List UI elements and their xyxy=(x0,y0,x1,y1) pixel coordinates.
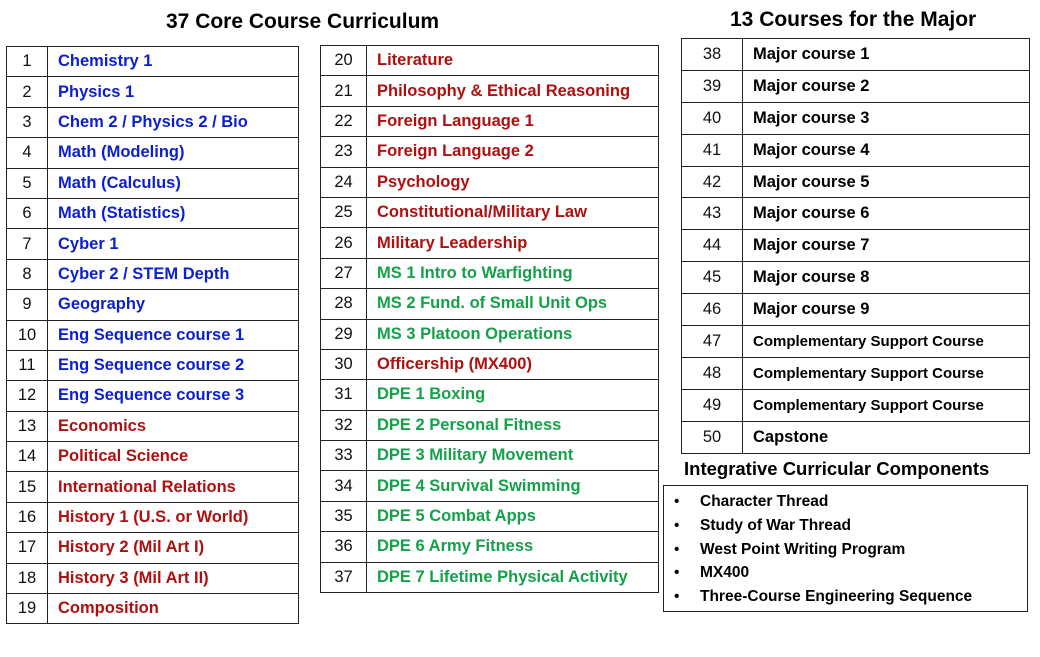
integrative-component-label: MX400 xyxy=(700,564,750,582)
course-row xyxy=(7,563,299,593)
course-number: 43 xyxy=(682,198,743,230)
course-number: 36 xyxy=(321,532,367,562)
course-name: Cyber 2 / STEM Depth xyxy=(48,259,299,289)
course-number: 42 xyxy=(682,166,743,198)
integrative-components-title: Integrative Curricular Components xyxy=(684,458,990,479)
course-number: 49 xyxy=(682,389,743,421)
course-row xyxy=(7,350,299,380)
course-row xyxy=(321,106,659,136)
course-number: 21 xyxy=(321,76,367,106)
course-row xyxy=(7,502,299,532)
course-name: Political Science xyxy=(48,442,299,472)
course-name: Composition xyxy=(48,594,299,624)
course-name: Chemistry 1 xyxy=(48,47,299,77)
course-number: 9 xyxy=(7,290,48,320)
course-number: 48 xyxy=(682,357,743,389)
course-number: 19 xyxy=(7,594,48,624)
course-row xyxy=(321,258,659,288)
course-number: 15 xyxy=(7,472,48,502)
course-row xyxy=(7,168,299,198)
course-name: Constitutional/Military Law xyxy=(367,197,659,227)
course-number: 38 xyxy=(682,39,743,71)
course-row xyxy=(321,289,659,319)
core-table-right xyxy=(320,45,659,593)
bullet-icon: • xyxy=(674,564,680,582)
course-row xyxy=(682,230,1030,262)
course-name: Major course 6 xyxy=(743,198,1030,230)
course-row xyxy=(682,294,1030,326)
course-number: 26 xyxy=(321,228,367,258)
integrative-component-item xyxy=(664,538,1027,562)
course-name: DPE 5 Combat Apps xyxy=(367,501,659,531)
course-name: Geography xyxy=(48,290,299,320)
integrative-component-item xyxy=(664,490,1027,514)
course-row xyxy=(7,381,299,411)
course-row xyxy=(7,259,299,289)
course-row xyxy=(682,198,1030,230)
course-row xyxy=(7,107,299,137)
integrative-components-box xyxy=(663,485,1028,612)
course-name: Complementary Support Course xyxy=(743,357,1030,389)
course-number: 2 xyxy=(7,77,48,107)
course-row xyxy=(7,138,299,168)
course-name: Eng Sequence course 3 xyxy=(48,381,299,411)
integrative-components-list xyxy=(664,490,1027,609)
course-row xyxy=(682,102,1030,134)
course-number: 40 xyxy=(682,102,743,134)
course-number: 25 xyxy=(321,197,367,227)
course-name: DPE 4 Survival Swimming xyxy=(367,471,659,501)
course-number: 50 xyxy=(682,421,743,453)
course-name: Complementary Support Course xyxy=(743,326,1030,358)
core-table-left xyxy=(6,46,299,624)
course-row xyxy=(321,562,659,592)
course-number: 33 xyxy=(321,441,367,471)
course-number: 44 xyxy=(682,230,743,262)
course-number: 17 xyxy=(7,533,48,563)
course-number: 31 xyxy=(321,380,367,410)
course-row xyxy=(682,166,1030,198)
course-number: 37 xyxy=(321,562,367,592)
course-row xyxy=(682,421,1030,453)
major-table xyxy=(681,38,1030,454)
course-name: Math (Statistics) xyxy=(48,198,299,228)
course-number: 29 xyxy=(321,319,367,349)
course-name: Philosophy & Ethical Reasoning xyxy=(367,76,659,106)
course-row xyxy=(7,77,299,107)
bullet-icon: • xyxy=(674,493,680,510)
major-courses-title: 13 Courses for the Major xyxy=(730,8,977,31)
course-number: 4 xyxy=(7,138,48,168)
course-name: Chem 2 / Physics 2 / Bio xyxy=(48,107,299,137)
course-number: 23 xyxy=(321,137,367,167)
course-row xyxy=(682,389,1030,421)
course-name: DPE 6 Army Fitness xyxy=(367,532,659,562)
course-name: Military Leadership xyxy=(367,228,659,258)
course-name: Foreign Language 2 xyxy=(367,137,659,167)
course-name: Cyber 1 xyxy=(48,229,299,259)
course-name: History 3 (Mil Art II) xyxy=(48,563,299,593)
course-row xyxy=(682,262,1030,294)
course-number: 35 xyxy=(321,501,367,531)
course-number: 22 xyxy=(321,106,367,136)
course-name: DPE 2 Personal Fitness xyxy=(367,410,659,440)
course-name: MS 2 Fund. of Small Unit Ops xyxy=(367,289,659,319)
integrative-component-item xyxy=(664,561,1027,585)
course-number: 27 xyxy=(321,258,367,288)
course-name: Major course 7 xyxy=(743,230,1030,262)
course-number: 6 xyxy=(7,198,48,228)
course-row xyxy=(321,349,659,379)
course-row xyxy=(321,471,659,501)
course-name: Officership (MX400) xyxy=(367,349,659,379)
course-number: 39 xyxy=(682,70,743,102)
core-curriculum-title: 37 Core Course Curriculum xyxy=(166,10,440,33)
course-name: Eng Sequence course 1 xyxy=(48,320,299,350)
course-row xyxy=(321,76,659,106)
course-name: Physics 1 xyxy=(48,77,299,107)
integrative-component-label: Three-Course Engineering Sequence xyxy=(700,588,973,606)
course-name: Major course 4 xyxy=(743,134,1030,166)
course-number: 47 xyxy=(682,326,743,358)
course-number: 16 xyxy=(7,502,48,532)
integrative-component-label: Character Thread xyxy=(700,493,829,510)
course-row xyxy=(7,290,299,320)
course-name: Major course 5 xyxy=(743,166,1030,198)
course-row xyxy=(321,228,659,258)
course-row xyxy=(7,533,299,563)
course-name: Major course 9 xyxy=(743,294,1030,326)
course-name: Eng Sequence course 2 xyxy=(48,350,299,380)
course-row xyxy=(321,380,659,410)
course-row xyxy=(321,46,659,76)
course-row xyxy=(7,411,299,441)
course-number: 46 xyxy=(682,294,743,326)
course-row xyxy=(321,197,659,227)
course-number: 12 xyxy=(7,381,48,411)
course-row xyxy=(682,70,1030,102)
course-name: History 2 (Mil Art I) xyxy=(48,533,299,563)
course-name: DPE 1 Boxing xyxy=(367,380,659,410)
course-row xyxy=(7,198,299,228)
course-number: 18 xyxy=(7,563,48,593)
course-row xyxy=(7,442,299,472)
course-row xyxy=(321,410,659,440)
course-number: 41 xyxy=(682,134,743,166)
course-row xyxy=(682,326,1030,358)
course-number: 45 xyxy=(682,262,743,294)
course-number: 8 xyxy=(7,259,48,289)
course-row xyxy=(682,357,1030,389)
course-name: Capstone xyxy=(743,421,1030,453)
course-number: 11 xyxy=(7,350,48,380)
course-row xyxy=(321,532,659,562)
course-name: Math (Calculus) xyxy=(48,168,299,198)
course-row xyxy=(7,472,299,502)
course-name: Major course 8 xyxy=(743,262,1030,294)
bullet-icon: • xyxy=(674,516,680,534)
course-row xyxy=(7,320,299,350)
course-row xyxy=(682,39,1030,71)
course-name: Math (Modeling) xyxy=(48,138,299,168)
course-number: 3 xyxy=(7,107,48,137)
course-number: 7 xyxy=(7,229,48,259)
course-name: Foreign Language 1 xyxy=(367,106,659,136)
bullet-icon: • xyxy=(674,588,680,606)
course-number: 30 xyxy=(321,349,367,379)
course-name: DPE 3 Military Movement xyxy=(367,441,659,471)
course-row xyxy=(321,137,659,167)
course-number: 28 xyxy=(321,289,367,319)
course-name: Major course 2 xyxy=(743,70,1030,102)
course-number: 14 xyxy=(7,442,48,472)
course-number: 34 xyxy=(321,471,367,501)
course-name: DPE 7 Lifetime Physical Activity xyxy=(367,562,659,592)
course-name: Economics xyxy=(48,411,299,441)
course-name: History 1 (U.S. or World) xyxy=(48,502,299,532)
course-name: MS 1 Intro to Warfighting xyxy=(367,258,659,288)
integrative-component-label: Study of War Thread xyxy=(700,516,851,534)
course-number: 32 xyxy=(321,410,367,440)
course-name: Psychology xyxy=(367,167,659,197)
course-number: 13 xyxy=(7,411,48,441)
course-number: 10 xyxy=(7,320,48,350)
integrative-component-item xyxy=(664,514,1027,538)
course-name: International Relations xyxy=(48,472,299,502)
course-row xyxy=(321,167,659,197)
bullet-icon: • xyxy=(674,540,680,558)
course-number: 24 xyxy=(321,167,367,197)
course-name: Literature xyxy=(367,46,659,76)
course-name: Major course 1 xyxy=(743,39,1030,71)
integrative-component-item xyxy=(664,585,1027,609)
course-row xyxy=(321,319,659,349)
course-number: 5 xyxy=(7,168,48,198)
course-name: Major course 3 xyxy=(743,102,1030,134)
course-row xyxy=(321,441,659,471)
course-row xyxy=(321,501,659,531)
course-row xyxy=(682,134,1030,166)
course-name: Complementary Support Course xyxy=(743,389,1030,421)
course-number: 20 xyxy=(321,46,367,76)
integrative-component-label: West Point Writing Program xyxy=(700,540,906,558)
course-row xyxy=(7,594,299,624)
course-number: 1 xyxy=(7,47,48,77)
course-row xyxy=(7,229,299,259)
course-name: MS 3 Platoon Operations xyxy=(367,319,659,349)
course-row xyxy=(7,47,299,77)
